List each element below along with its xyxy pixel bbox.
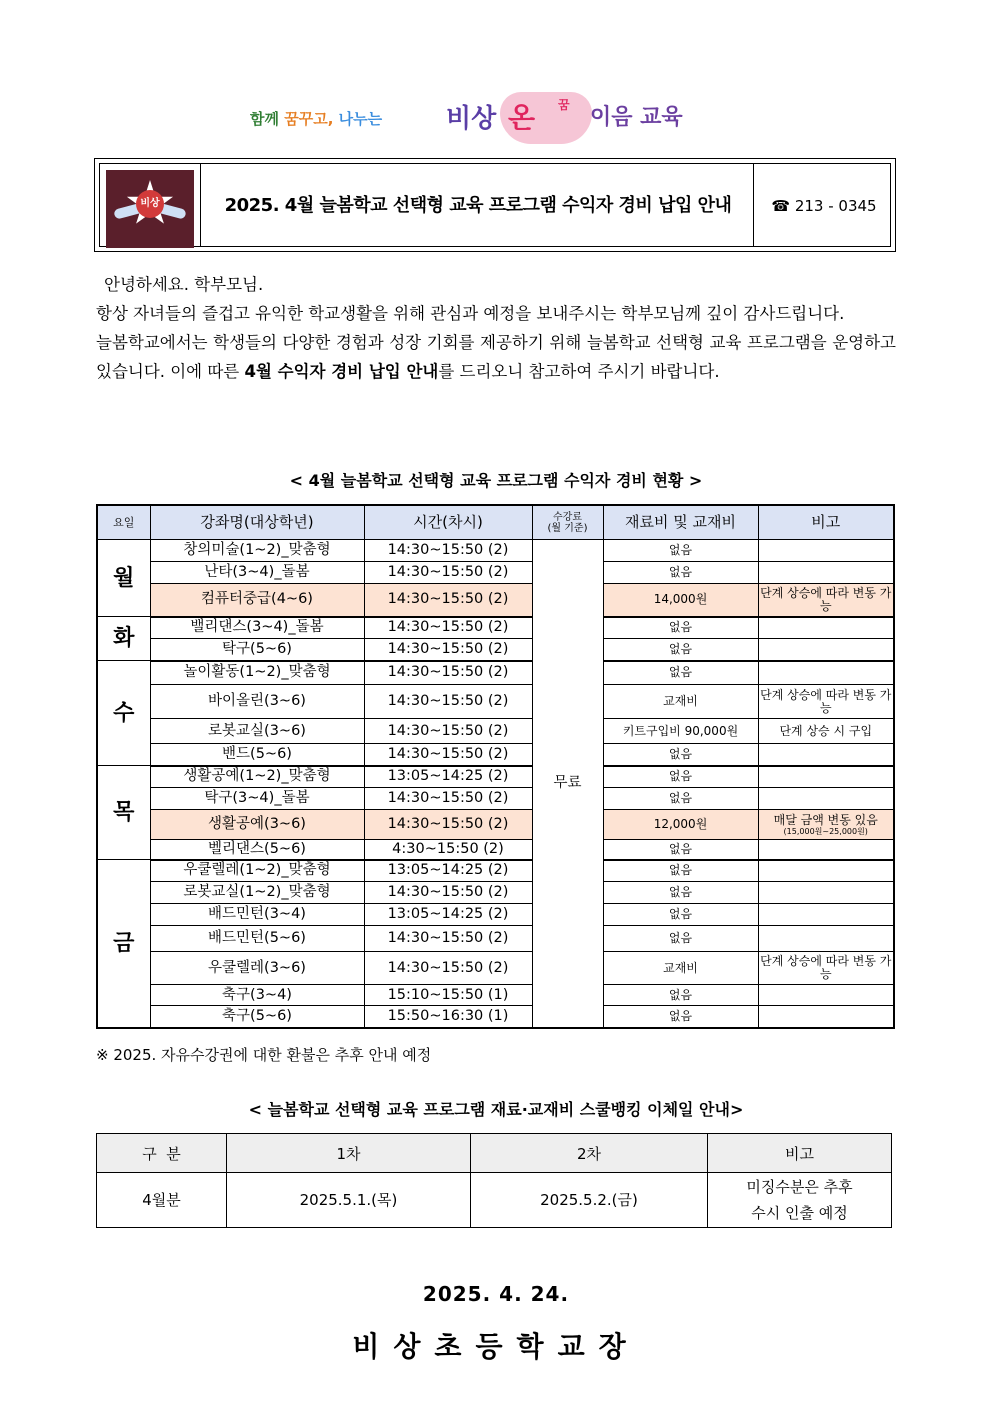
table-cell: 축구(5~6) <box>150 1006 364 1028</box>
table-cell: 13:05~14:25 (2) <box>364 860 532 882</box>
day-fri: 금 <box>97 860 150 1028</box>
slogan-banner <box>250 92 740 144</box>
table-cell: 없음 <box>603 985 758 1006</box>
table-cell: 없음 <box>603 562 758 584</box>
payment-note: 미징수분은 추후 수시 인출 예정 <box>708 1173 892 1228</box>
table-cell <box>758 882 894 904</box>
table-cell: 4:30~15:50 (2) <box>364 840 532 860</box>
brand-part-2: 이음 교육 <box>590 105 683 130</box>
table-cell: 12,000원 <box>603 810 758 840</box>
table-cell <box>758 540 894 562</box>
table-row <box>97 1173 892 1228</box>
document-title: 2025. 4월 늘봄학교 선택형 교육 프로그램 수익자 경비 납입 안내 <box>224 195 732 216</box>
slogan-part-2: 꿈꾸고, <box>284 110 334 128</box>
logo-emblem: 비상 <box>136 190 164 218</box>
table-cell: 난타(3~4)_돌봄 <box>150 562 364 584</box>
table-cell: 없음 <box>603 766 758 788</box>
table-row <box>97 1006 894 1028</box>
slogan-part-1: 함께 <box>250 110 279 128</box>
table-cell <box>758 985 894 1006</box>
table-cell <box>758 926 894 952</box>
letter-body <box>96 270 896 386</box>
table-cell: 2025.5.1.(목) <box>227 1173 471 1228</box>
table-cell: 단계 상승 시 구입 <box>758 719 894 744</box>
table-cell: 없음 <box>603 617 758 639</box>
table-cell: 없음 <box>603 540 758 562</box>
table-cell: 배드민턴(5~6) <box>150 926 364 952</box>
table-row-highlight <box>97 584 894 617</box>
table-cell <box>758 661 894 685</box>
document-date: 2025. 4. 24. <box>422 1282 570 1306</box>
table-cell: 구 분 <box>97 1134 227 1173</box>
table-row <box>97 840 894 860</box>
phone-number: ☎ 213 - 0345 <box>771 197 877 215</box>
table-cell <box>758 788 894 810</box>
table-cell: 탁구(3~4)_돌봄 <box>150 788 364 810</box>
table-cell: 1차 <box>227 1134 471 1173</box>
document-header <box>94 158 896 252</box>
table-row <box>97 639 894 661</box>
table-cell: 바이올린(3~6) <box>150 685 364 719</box>
table-cell: 배드민턴(3~4) <box>150 904 364 926</box>
table-cell: 14:30~15:50 (2) <box>364 882 532 904</box>
header-time: 시간(차시) <box>364 505 532 540</box>
day-mon: 월 <box>97 540 150 617</box>
fee-free: 무료 <box>532 540 603 1028</box>
table-cell: 우쿨렐레(3~6) <box>150 952 364 985</box>
day-thu: 목 <box>97 766 150 860</box>
table-cell: 탁구(5~6) <box>150 639 364 661</box>
table-row <box>97 882 894 904</box>
table-cell: 없음 <box>603 661 758 685</box>
slogan-text <box>250 108 382 129</box>
table-row-highlight <box>97 810 894 840</box>
table-cell <box>758 766 894 788</box>
table-cell: 13:05~14:25 (2) <box>364 904 532 926</box>
table-cell: 없음 <box>603 639 758 661</box>
table-cell: 없음 <box>603 860 758 882</box>
table-cell: 14:30~15:50 (2) <box>364 719 532 744</box>
table-cell: 없음 <box>603 1006 758 1028</box>
table-cell: 14,000원 <box>603 584 758 617</box>
program-fee-table <box>96 504 895 1029</box>
table-cell: 벨리댄스(5~6) <box>150 840 364 860</box>
table-cell: 14:30~15:50 (2) <box>364 617 532 639</box>
table-cell: 14:30~15:50 (2) <box>364 788 532 810</box>
table-cell: 축구(3~4) <box>150 985 364 1006</box>
header-course: 강좌명(대상학년) <box>150 505 364 540</box>
table-cell: 없음 <box>603 926 758 952</box>
table-cell: 4월분 <box>97 1173 227 1228</box>
table-cell: 생활공예(3~6) <box>150 810 364 840</box>
table-cell <box>758 617 894 639</box>
table-row <box>97 952 894 985</box>
table-cell: 비고 <box>708 1134 892 1173</box>
table-cell: 2025.5.2.(금) <box>471 1173 708 1228</box>
table-cell: 14:30~15:50 (2) <box>364 540 532 562</box>
table-cell: 로봇교실(3~6) <box>150 719 364 744</box>
table-cell: 14:30~15:50 (2) <box>364 661 532 685</box>
table-cell: 14:30~15:50 (2) <box>364 584 532 617</box>
table-header-row <box>97 1134 892 1173</box>
brand-part-1: 비상 <box>446 104 497 134</box>
table-cell <box>758 840 894 860</box>
table-cell: 14:30~15:50 (2) <box>364 562 532 584</box>
table-row <box>97 540 894 562</box>
table-cell: 15:10~15:50 (1) <box>364 985 532 1006</box>
table-cell: 14:30~15:50 (2) <box>364 810 532 840</box>
header-note: 비고 <box>758 505 894 540</box>
day-wed: 수 <box>97 661 150 766</box>
table-cell: 14:30~15:50 (2) <box>364 639 532 661</box>
table-cell: 컴퓨터중급(4~6) <box>150 584 364 617</box>
table-cell <box>758 860 894 882</box>
table-row <box>97 788 894 810</box>
table-cell <box>758 744 894 766</box>
paragraph-1: 항상 자녀들의 즐겁고 유익한 학교생활을 위해 관심과 예정을 보내주시는 학부모님께 깊이 감사드립니다. <box>96 304 845 323</box>
table-cell: 교재비 <box>603 952 758 985</box>
table-cell: 13:05~14:25 (2) <box>364 766 532 788</box>
table-cell: 밴드(5~6) <box>150 744 364 766</box>
table-cell: 14:30~15:50 (2) <box>364 952 532 985</box>
table-row <box>97 719 894 744</box>
section-title-payment: < 늘봄학교 선택형 교육 프로그램 재료·교재비 스쿨뱅킹 이체일 안내> <box>248 1100 744 1119</box>
table-row <box>97 744 894 766</box>
section-title-programs: < 4월 늘봄학교 선택형 교육 프로그램 수익자 경비 현황 > <box>289 471 703 490</box>
table-cell: 단계 상승에 따라 변동 가능 <box>758 685 894 719</box>
brand-on: 온 <box>508 101 536 134</box>
table-cell: 14:30~15:50 (2) <box>364 685 532 719</box>
table-cell: 생활공예(1~2)_맞춤형 <box>150 766 364 788</box>
table-cell: 키트구입비 90,000원 <box>603 719 758 744</box>
table-cell: 14:30~15:50 (2) <box>364 926 532 952</box>
table-row <box>97 766 894 788</box>
table-cell: 없음 <box>603 840 758 860</box>
table-row <box>97 904 894 926</box>
table-cell <box>758 562 894 584</box>
signature: 비상초등학교장 <box>352 1330 640 1363</box>
paragraph-2: 늘봄학교에서는 학생들의 다양한 경험과 성장 기회를 제공하기 위해 늘봄학교 선택형 교육 프로그램을 운영하고 있습니다. 이에 따른 4월 수익자 경비 납입 안내를 드리오니 참고하여 주시기 바랍니다. <box>96 333 896 381</box>
table-cell: 없음 <box>603 788 758 810</box>
table-row <box>97 661 894 685</box>
table-cell: 놀이활동(1~2)_맞춤형 <box>150 661 364 685</box>
table-cell: 15:50~16:30 (1) <box>364 1006 532 1028</box>
table-row <box>97 860 894 882</box>
emphasis: 4월 수익자 경비 납입 안내 <box>244 362 439 381</box>
table-cell: 밸리댄스(3~4)_돌봄 <box>150 617 364 639</box>
table-cell: 매달 금액 변동 있음 (15,000원~25,000원) <box>758 810 894 840</box>
table-cell: 우쿨렐레(1~2)_맞춤형 <box>150 860 364 882</box>
header-materials: 재료비 및 교재비 <box>603 505 758 540</box>
table-cell: 교재비 <box>603 685 758 719</box>
greeting: 안녕하세요. 학부모님. <box>104 275 264 294</box>
table-row <box>97 985 894 1006</box>
table-row <box>97 562 894 584</box>
table-cell: 2차 <box>471 1134 708 1173</box>
payment-schedule-table <box>96 1133 892 1228</box>
table-cell: 창의미술(1~2)_맞춤형 <box>150 540 364 562</box>
day-tue: 화 <box>97 617 150 661</box>
table-cell <box>758 639 894 661</box>
table-row <box>97 926 894 952</box>
table-cell <box>758 1006 894 1028</box>
table-cell <box>758 904 894 926</box>
header-day: 요일 <box>97 505 150 540</box>
table-cell: 없음 <box>603 744 758 766</box>
slogan-part-3: 나누는 <box>338 110 383 128</box>
table-row <box>97 685 894 719</box>
header-fee: 수강료 (월 기준) <box>532 505 603 540</box>
school-logo <box>106 170 194 248</box>
brand-ggum: 꿈 <box>558 98 570 112</box>
table-cell: 단계 상승에 따라 변동 가능 <box>758 584 894 617</box>
table-cell: 14:30~15:50 (2) <box>364 744 532 766</box>
refund-footnote: ※ 2025. 자유수강권에 대한 환불은 추후 안내 예정 <box>96 1046 432 1064</box>
table-cell: 단계 상승에 따라 변동 가능 <box>758 952 894 985</box>
table-cell: 로봇교실(1~2)_맞춤형 <box>150 882 364 904</box>
table-cell: 없음 <box>603 904 758 926</box>
table-row <box>97 617 894 639</box>
table-cell: 없음 <box>603 882 758 904</box>
